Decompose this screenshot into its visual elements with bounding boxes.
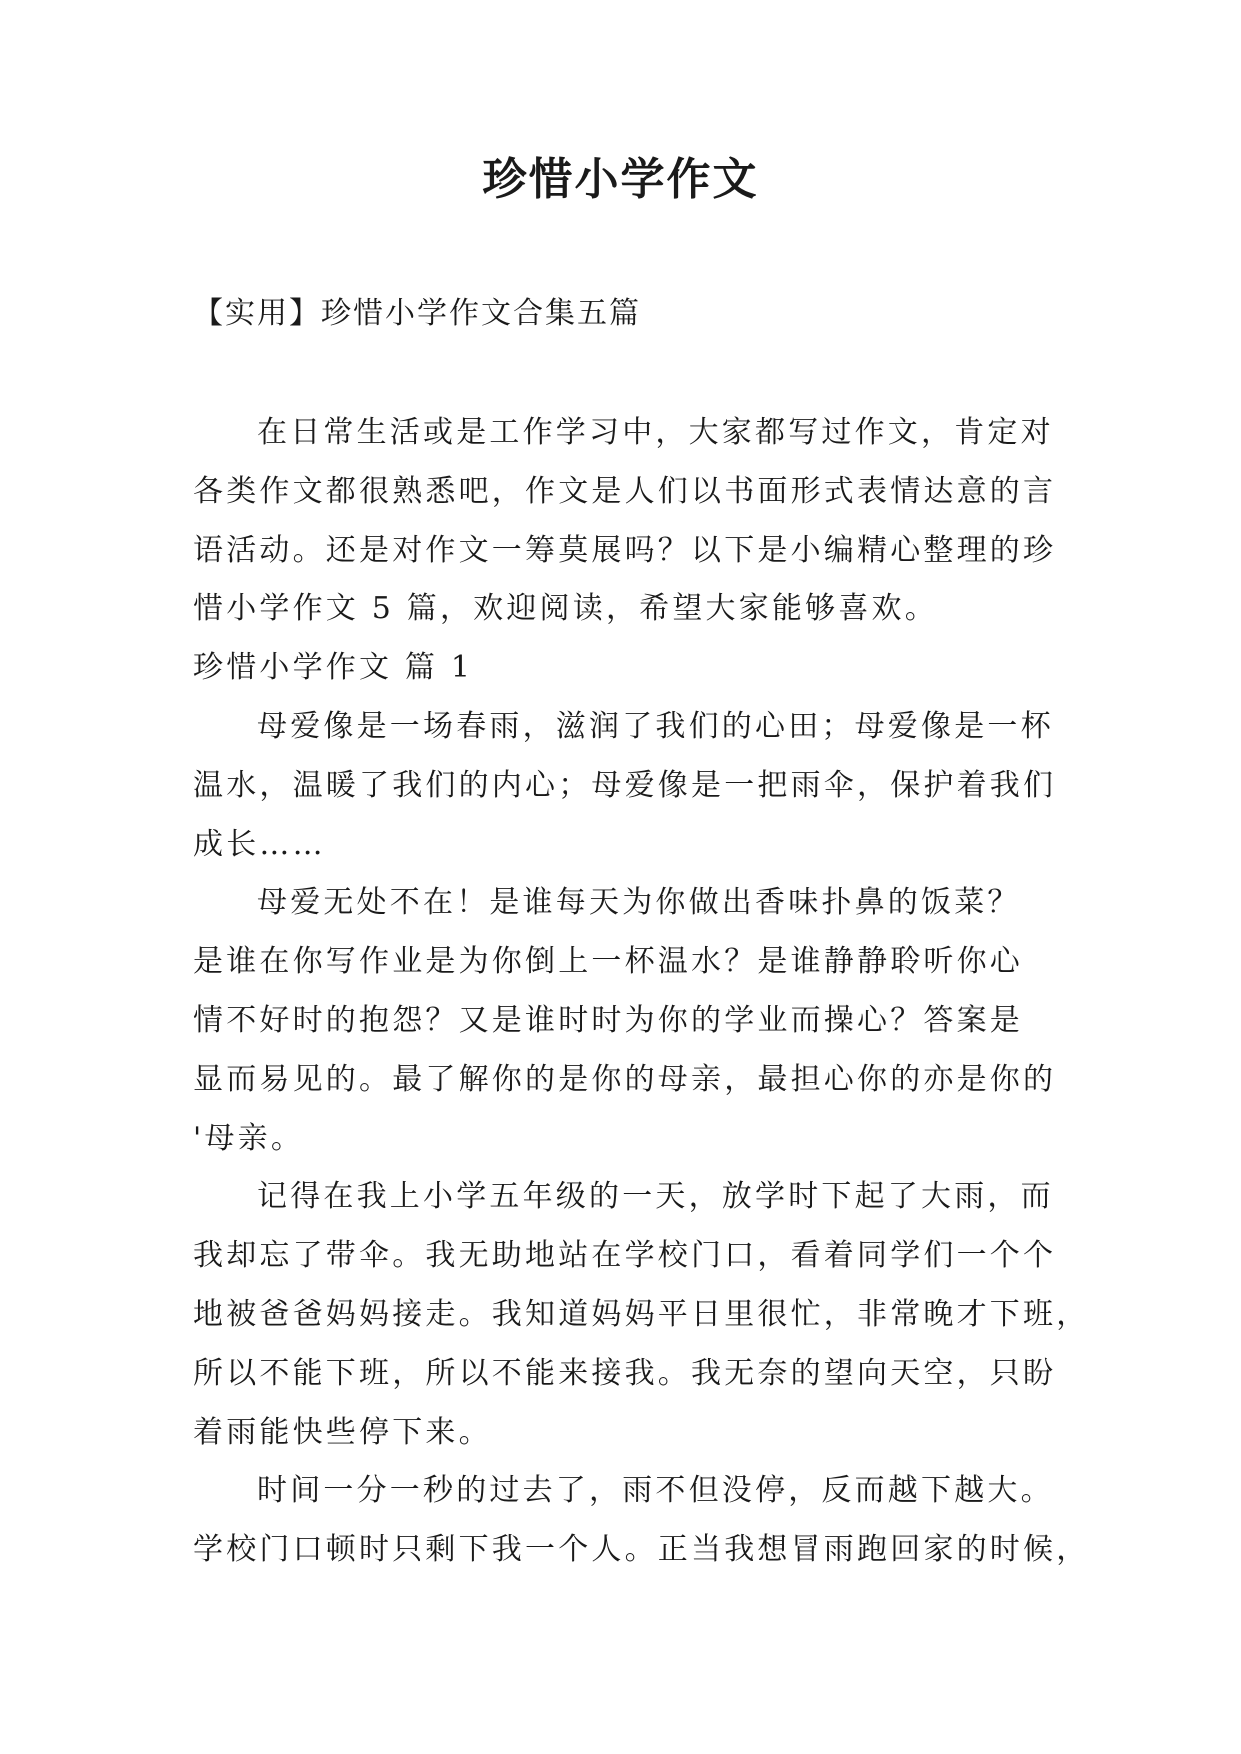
text-line: 是谁在你写作业是为你倒上一杯温水？是谁静静聆听你心 [193, 944, 1023, 980]
text-line: 母爱像是一场春雨，滋润了我们的心田；母爱像是一杯 [257, 708, 1054, 744]
text-line: 我却忘了带伞。我无助地站在学校门口，看着同学们一个个 [193, 1238, 1057, 1274]
text-line: 着雨能快些停下来。 [193, 1414, 492, 1450]
text-line: 成长…… [193, 826, 326, 862]
text-line: '母亲。 [193, 1120, 305, 1156]
text-line: 时间一分一秒的过去了，雨不但没停，反而越下越大。 [257, 1473, 1054, 1509]
document-subtitle: 【实用】珍惜小学作文合集五篇 [193, 296, 641, 331]
text-line: 学校门口顿时只剩下我一个人。正当我想冒雨跑回家的时候， [193, 1532, 1090, 1568]
text-line: 情不好时的抱怨？又是谁时时为你的学业而操心？答案是 [193, 1002, 1023, 1038]
text-line: 母爱无处不在！是谁每天为你做出香味扑鼻的饭菜？ [257, 885, 1021, 921]
document-title: 珍惜小学作文 [482, 154, 759, 205]
text-line: 地被爸爸妈妈接走。我知道妈妈平日里很忙，非常晚才下班， [193, 1296, 1090, 1332]
text-line: 温水，温暖了我们的内心；母爱像是一把雨伞，保护着我们 [193, 767, 1057, 803]
text-line: 各类作文都很熟悉吧，作文是人们以书面形式表情达意的言 [193, 473, 1057, 509]
text-line: 在日常生活或是工作学习中，大家都写过作文，肯定对 [257, 415, 1054, 450]
text-line: 惜小学作文 5 篇，欢迎阅读，希望大家能够喜欢。 [193, 591, 938, 627]
text-line: 珍惜小学作文 篇 1 [193, 650, 474, 686]
text-line: 显而易见的。最了解你的是你的母亲，最担心你的亦是你的 [193, 1061, 1057, 1097]
text-line: 记得在我上小学五年级的一天，放学时下起了大雨，而 [257, 1179, 1054, 1215]
text-line: 语活动。还是对作文一筹莫展吗？以下是小编精心整理的珍 [193, 532, 1057, 568]
text-line: 所以不能下班，所以不能来接我。我无奈的望向天空，只盼 [193, 1355, 1057, 1391]
document-body [193, 404, 1090, 1580]
